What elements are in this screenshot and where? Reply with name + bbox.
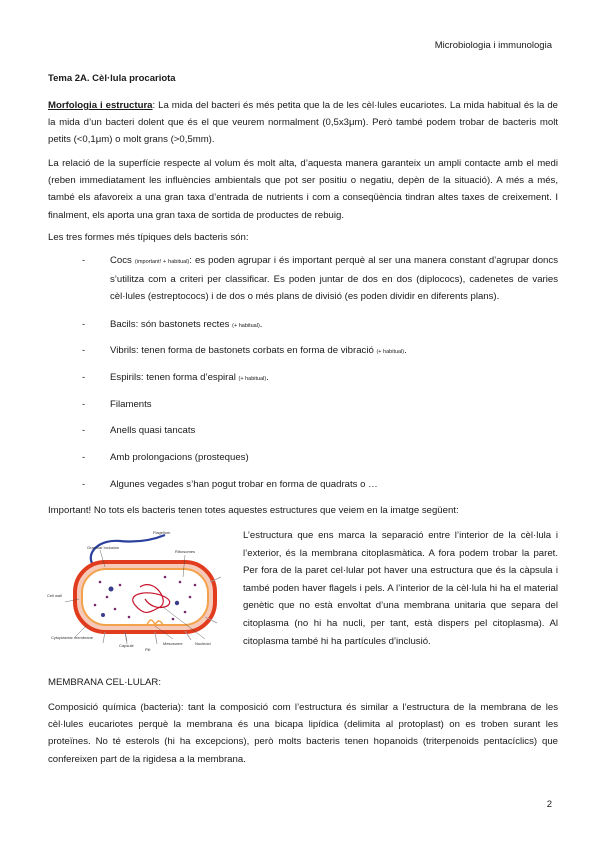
list-item <box>82 316 558 335</box>
list-item-text: Algunes vegades s’han pogut trobar en forma de quadrats o … <box>110 478 378 490</box>
label-mesosome: Mesosome <box>163 641 183 646</box>
list-dash: - <box>82 478 86 490</box>
list-item-text: Filaments <box>110 398 152 410</box>
morphology-text: : La mida del bacteri és més petita que la de les cèl·lules eucariotes. La mida habitual és la de la mida d’un bacteri dolent que és el que veurem normalment (0,5x3μm). Però també podem trobar de bacteris molt petits (<0,1μm) o molt grans (>0,5mm). <box>48 100 558 146</box>
list-item-text: Amb prolongacions (prosteques) <box>110 452 249 464</box>
list-item-tail: . <box>259 318 263 330</box>
forms-list <box>82 252 558 503</box>
morphology-paragraph <box>48 97 558 149</box>
list-dash: - <box>82 398 86 410</box>
list-item-text: Espirils: tenen forma d’espiral <box>110 372 239 384</box>
label-ribosomes: Ribosomes <box>175 549 196 554</box>
label-flagellum: Flagellum <box>153 530 171 535</box>
label-capsule: Capsule <box>119 643 134 648</box>
list-dash: - <box>82 255 86 266</box>
list-item <box>82 449 558 468</box>
section-title: Tema 2A. Cèl·lula procariota <box>48 73 176 84</box>
list-item-text: Bacils: són bastonets rectes <box>110 318 233 330</box>
label-pili: Pili <box>145 647 151 652</box>
label-cell-wall: Cell wall <box>47 593 62 598</box>
list-item <box>82 342 558 361</box>
bacterial-cell-figure <box>45 527 230 652</box>
list-item <box>82 396 558 415</box>
page-number: 2 <box>546 799 552 810</box>
list-item-tail: . <box>266 372 269 384</box>
label-granular: Granular inclusion <box>87 545 120 550</box>
membrane-paragraph: Composició química (bacteria): tant la composició com l’estructura és similar a l’estructura de la membrana de les cèl·lules eucariotes perquè la membrana és una bicapa lipídica (delimita al protoplast) on es troben surant les proteïnes. No té esterols (hi ha excepcions), però molts bacteris tenen hopanoids (triterpenoids pentacíclics) que confereixen part de la rigidesa a la membrana. <box>48 702 558 765</box>
list-item-note: (important! + habitual) <box>134 259 190 265</box>
running-header: Microbiologia i immunologia <box>434 40 552 51</box>
list-item-text: Cocs <box>110 255 135 266</box>
list-item-tail: . <box>404 345 407 357</box>
list-item-note: (+ habitual) <box>376 349 405 356</box>
important-note: Important! No tots els bacteris tenen totes aquestes estructures que veiem en la imatge següent: <box>48 505 459 516</box>
list-item-text: Vibrils: tenen forma de bastonets corbats en forma de vibració <box>110 345 377 357</box>
forms-intro: Les tres formes més típiques dels bacteris són: <box>48 232 249 243</box>
surface-volume-paragraph: La relació de la superfície respecte al volum és molt alta, d’aquesta manera garanteix un ampli contacte amb el medi (reben immediatament les influències ambientals que pot ser positiu o negatiu, depèn de la situació). A més a més, també els afavoreix a una gran taxa d’entrada de nutrients i com a conseqüència tindran altes taxes de creixement. I finalment, els aporta una gran taxa de sortida de productes de rebuig. <box>48 158 558 221</box>
list-dash: - <box>82 425 86 437</box>
list-dash: - <box>82 452 86 464</box>
list-item-note: (+ habitual) <box>232 322 260 329</box>
label-nucleoid: Nucleoid <box>195 641 211 646</box>
list-dash: - <box>82 345 86 357</box>
figure-description: L’estructura que ens marca la separació entre l’interior de la cèl·lula i l’exterior, és la membrana citoplasmàtica. A fora podem trobar la paret. Per fora de la paret cel·lular pot haver una estructura que és la càpsula i també poden haver flagels i pels. A l’interior de la cèl·lula hi ha el material genètic que no està envoltat d’una membrana unitaria que separa del citoplasma (no hi ha nucli, per tant, està dispers pel citoplasma). Al citoplasma també hi ha partícules d’inclusió. <box>243 530 558 647</box>
list-item-tail: : es poden agrupar i és important perquè al ser una manera constant d’agrupar doncs s’utilitza com a criteri per classificar. Es poden juntar de dos en dos (diplococs), cadenetes de varies cèl·lules (estreptococs) i de dos o més plans de divisió (es poden dividir en diferents plans). <box>110 255 558 303</box>
list-item <box>82 252 558 306</box>
morphology-heading: Morfologia i estructura <box>48 100 153 111</box>
bacterial-cell-diagram <box>45 527 230 652</box>
label-cytoplasmic: Cytoplasmic membrane <box>51 635 94 640</box>
list-item-note: (+ habitual) <box>238 376 267 383</box>
list-dash: - <box>82 318 86 330</box>
list-item <box>82 476 558 495</box>
list-item <box>82 369 558 388</box>
list-dash: - <box>82 372 86 384</box>
membrane-heading: MEMBRANA CEL·LULAR: <box>48 677 162 688</box>
list-item-text: Anells quasi tancats <box>110 425 196 437</box>
list-item <box>82 422 558 441</box>
